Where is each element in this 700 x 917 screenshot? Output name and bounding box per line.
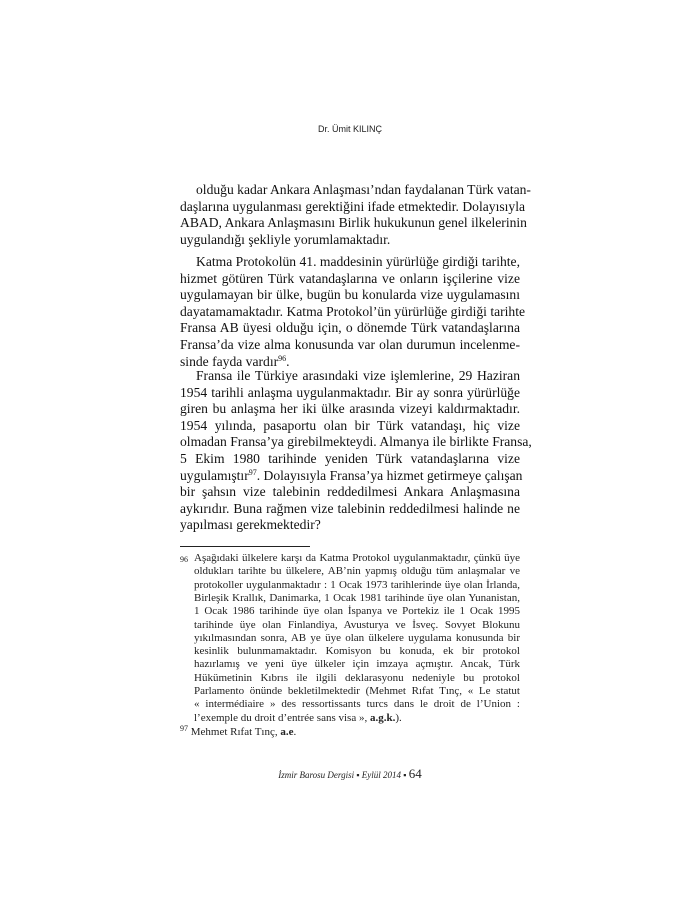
line-text: sinde fayda vardır [180, 353, 279, 369]
paragraph-3-line [180, 467, 523, 484]
line-text: giren bu anlaşma her iki ülke arasında vizeyi kaldırmaktadır. [180, 401, 520, 417]
footnote-96-line: yıkılmasından sonra, AB ye üye olan ülkelere uygulama konusunda bir [194, 631, 520, 644]
paragraph-3-line [180, 434, 532, 450]
line-text: Katma Protokolün 41. maddesinin yürürlüğe girdiği tarihte, [196, 254, 520, 269]
line-text: l’exemple du droit d’entrée sans visa », [194, 711, 370, 724]
footnote-96-line: Aşağıdaki ülkelere karşı da Katma Protokol uygulanmaktadır, çünkü üye [194, 552, 520, 564]
footnote-97-ref: a.e [280, 726, 294, 738]
line-text: 1954 yılında, pasaportu olan bir Türk vatandaşı, hiç vize [180, 417, 520, 433]
paragraph-1-line [180, 215, 527, 231]
footnote-97-text: Mehmet Rıfat Tınç, [188, 726, 281, 738]
line-text: . [286, 353, 290, 369]
line-text: hizmet götüren Türk vatandaşlarına ve onların işçilerine vize [180, 270, 520, 286]
footnote-96-line: kesinlik bulunmamaktadır. Komisyon bu konuda, ek bir protokol [194, 645, 520, 658]
line-text: ). [395, 711, 402, 724]
line-text: uygulamayan bir ülke, bugün bu konularda vize uygulamasını [180, 287, 520, 303]
footer-separator: ▪ [403, 770, 407, 780]
footnote-96-number: 96 [180, 555, 188, 564]
line-text: bir şahsın vize talebinin reddedilmesi Ankara Anlaşmasına [180, 484, 520, 500]
paragraph-3-line [180, 517, 520, 533]
line-text: Fransa AB üyesi olduğu için, o dönemde Türk vatandaşlarına [180, 320, 520, 336]
footnote-96-line: 1 Ocak 1986 tarihinde üye olan İspanya ve Portekiz ile 1 Ocak 1995 [194, 605, 520, 618]
footnote-96-line: tarihinde üye olan Finlandiya, Avusturya ve İsveç. Sovyet Blokunu [194, 618, 520, 631]
footnote-96-line: « intermédiaire » des ressortissants turcs dans le droit de l’Union : [194, 698, 520, 711]
paragraph-1-line [180, 198, 526, 215]
paragraph-2-line [180, 337, 520, 353]
paragraph-2-line [180, 320, 520, 336]
footnote-96-line: oldukları tarihte bu ülkelere, AB’nin yapmış olduğu tüm anlaşmalar ve [194, 565, 520, 578]
page-footer [0, 766, 700, 782]
footnote-96-line: protokoller uygulanmaktadır : 1 Ocak 1973 tarihlerinde üye olan İrlanda, [194, 578, 520, 591]
footnote-96-line [194, 712, 520, 725]
footnote-separator [180, 546, 310, 547]
paragraph-2-line [180, 303, 526, 320]
line-text: uygulamıştır [180, 467, 249, 483]
paragraph-3-line [196, 368, 520, 384]
footnote-reference-96[interactable]: 96 [278, 353, 287, 363]
footnote-96-line: Birleşik Krallık, Danimarka, 1 Ocak 1981 tarihinde üye olan Yunanistan, [194, 591, 520, 604]
paragraph-2-line [180, 287, 520, 303]
paragraph-1-line [196, 182, 531, 198]
footnote-97-number: 97 [180, 724, 188, 733]
line-text: olmadan Fransa’ya girebilmekteydi. Almanya ile birlikte Fransa, [180, 434, 532, 450]
footnote-97-end: . [293, 726, 297, 738]
paragraph-3-line [180, 501, 520, 517]
line-text: olduğu kadar Ankara Anlaşması’ndan faydalanan Türk vatan- [196, 182, 531, 197]
footnote-96-ref: a.g.k. [369, 711, 396, 724]
footnote-96-line: Parlamento önünde bekletilmektedir (Mehmet Rıfat Tınç, « Le statut [194, 685, 520, 697]
line-text: 1954 tarihli anlaşma uygulanmaktadır. Bir ay sonra yürürlüğe [180, 384, 520, 400]
footer-separator: ▪ [356, 770, 360, 780]
paragraph-3-line [180, 401, 520, 417]
line-text: daşlarına uygulanması gerektiğini ifade etmektedir. Dolayısıyla [180, 198, 526, 214]
paragraph-1-line [180, 232, 520, 248]
paragraph-3-line [180, 451, 520, 467]
line-text: aykırıdır. Buna rağmen vize talebinin reddedilmesi halinde ne [180, 500, 520, 516]
line-text: Fransa ile Türkiye arasındaki vize işlemlerine, 29 Haziran [196, 368, 520, 383]
paragraph-2-line [196, 254, 520, 270]
line-text: dayatamamaktadır. Katma Protokol’ün yürürlüğe girdiği tarihte [180, 303, 526, 319]
paragraph-3-line [180, 484, 520, 500]
paragraph-3-line [180, 418, 520, 434]
page-number: 64 [408, 766, 422, 781]
footnote-96-line: hazırlamış ve yeni üye ülkeler için imzaya açmıştır. Ancak, Türk [194, 658, 520, 671]
line-text: Fransa’da vize alma konusunda var olan durumun incelenme- [180, 337, 520, 352]
footer-issue: Eylül 2014 [361, 770, 402, 780]
paragraph-2-line [180, 271, 520, 287]
line-text: uygulandığı şekliyle yorumlamaktadır. [180, 231, 391, 247]
footnote-reference-97[interactable]: 97 [248, 467, 257, 477]
paragraph-3-line [180, 385, 520, 401]
line-text: yapılması gerekmektedir? [180, 517, 321, 533]
running-header-author: Dr. Ümit KILINÇ [317, 124, 382, 134]
footnote-97 [180, 726, 296, 739]
footnote-96-line: Hükümetinin Kıbrıs ile ilgili deklarasyonu nedeniyle bu protokol [194, 671, 520, 684]
line-text: ABAD, Ankara Anlaşmasını Birlik hukukunun genel ilkelerinin [180, 215, 527, 231]
footer-journal: İzmir Barosu Dergisi [278, 770, 355, 780]
line-text: . Dolayısıyla Fransa’ya hizmet getirmeye çalışan [256, 467, 523, 483]
line-text: 5 Ekim 1980 tarihinde yeniden Türk vatandaşlarına vize [180, 451, 520, 466]
